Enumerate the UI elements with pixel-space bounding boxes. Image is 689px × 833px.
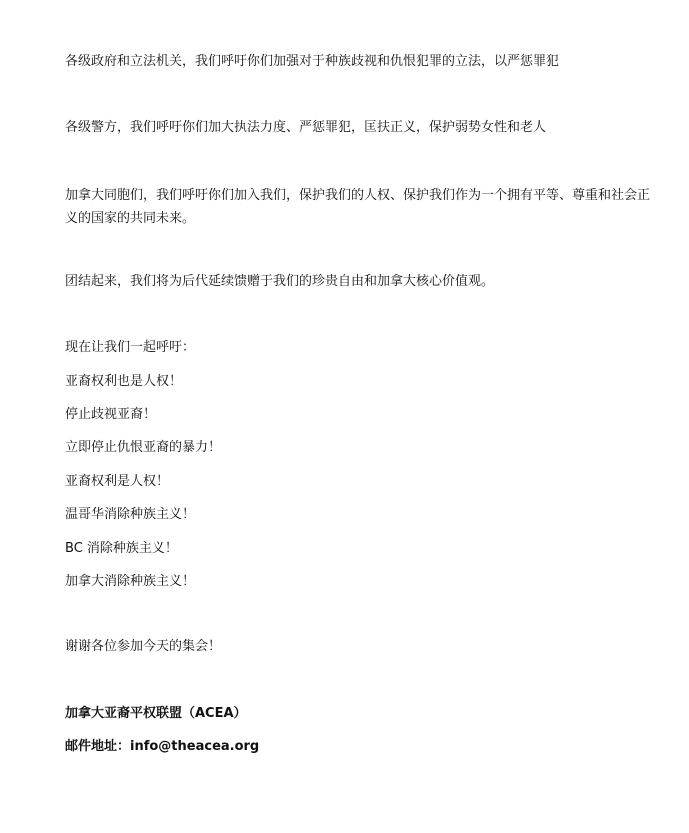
organization-name: 加拿大亚裔平权联盟（ACEA） [65,706,247,721]
slogan-item: 温哥华消除种族主义！ [65,507,196,522]
slogan-item: BC 消除种族主义！ [65,541,178,556]
slogan-item: 亚裔权利也是人权！ [65,374,183,389]
contact-email: 邮件地址：info@theacea.org [65,739,260,754]
paragraph-unite: 团结起来，我们将为后代延续馈赠于我们的珍贵自由和加拿大核心价值观。 [65,274,495,289]
thanks-text: 谢谢各位参加今天的集会！ [65,639,222,654]
call-intro: 现在让我们一起呼吁： [65,340,196,355]
paragraph-compatriots: 加拿大同胞们，我们呼吁你们加入我们，保护我们的人权、保护我们作为一个拥有平等、尊重和社会正义的国家的共同未来。 [65,188,651,226]
slogan-item: 停止歧视亚裔！ [65,407,157,422]
slogan-item: 立即停止仇恨亚裔的暴力！ [65,440,222,455]
slogan-item: 加拿大消除种族主义！ [65,574,196,589]
paragraph-legislation: 各级政府和立法机关，我们呼吁你们加强对于种族歧视和仇恨犯罪的立法，以严惩罪犯 [65,54,560,69]
slogan-item: 亚裔权利是人权！ [65,474,170,489]
paragraph-police: 各级警方，我们呼吁你们加大执法力度、严惩罪犯，匡扶正义，保护弱势女性和老人 [65,120,547,135]
